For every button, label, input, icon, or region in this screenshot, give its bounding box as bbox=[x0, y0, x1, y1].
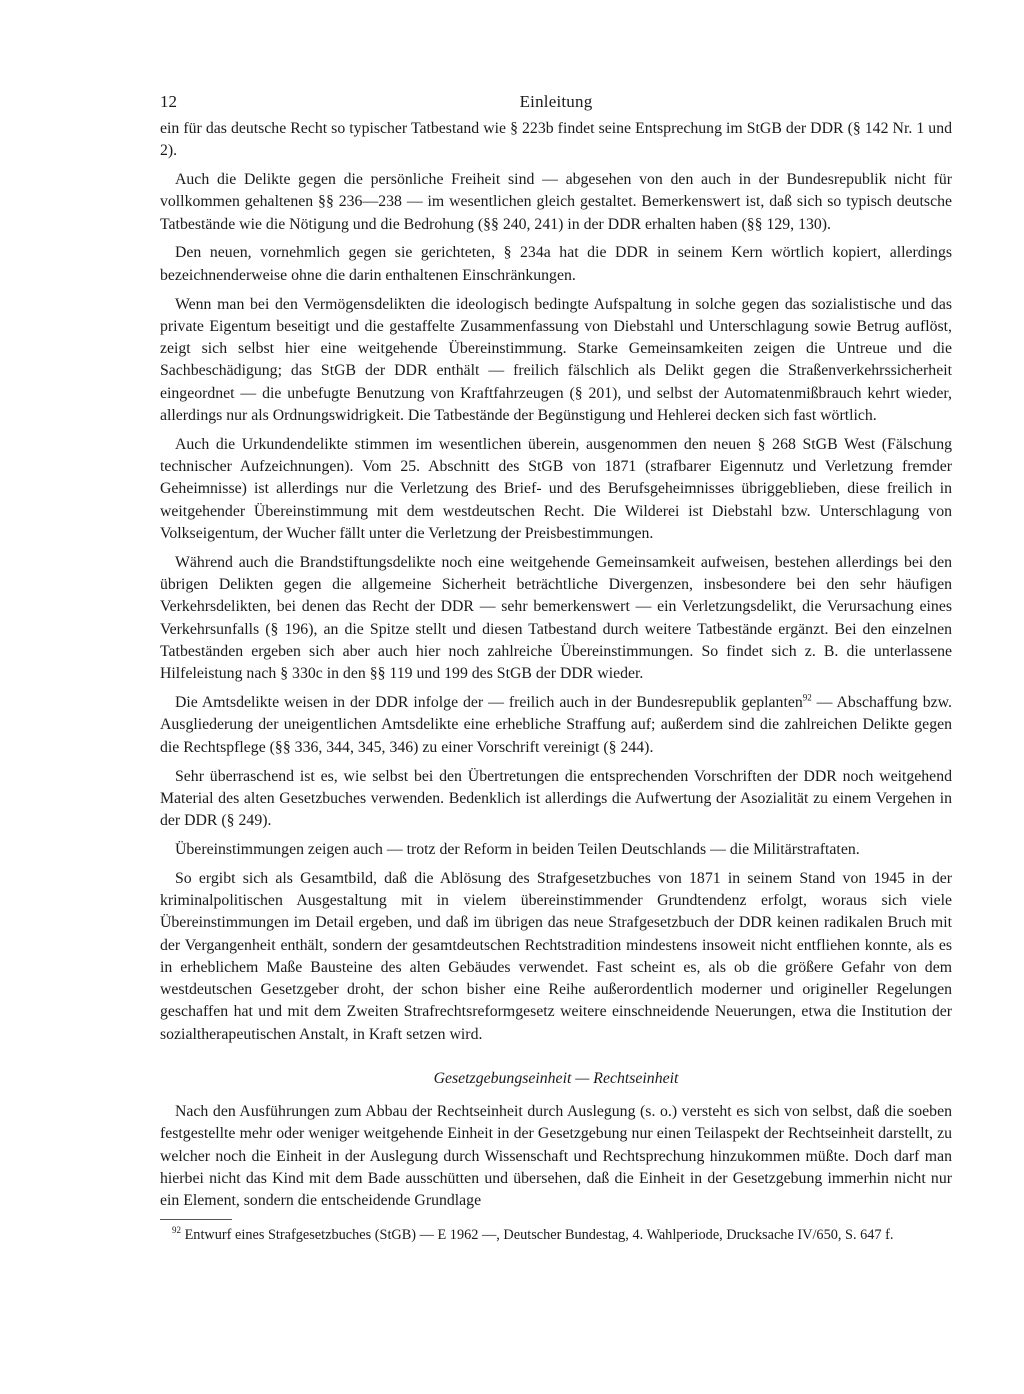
paragraph-amtsdelikte bbox=[160, 692, 952, 759]
paragraph: Nach den Ausführungen zum Abbau der Rechtseinheit durch Auslegung (s. o.) versteht es sich von selbst, daß die soeben festgestellte mehr oder weniger weitgehende Einheit in der Gesetzgebung nur einen Teilaspekt der Rechtseinheit darstellt, zu welcher noch die Einheit in der Auslegung durch Wissenschaft und Rechtsprechung hinzukommen müßte. Doch darf man hierbei nicht das Kind mit dem Bade ausschütten und übersehen, daß die Einheit in der Gesetzgebung immerhin nicht nur ein Element, sondern die entscheidende Grundlage bbox=[160, 1103, 952, 1210]
paragraph: Den neuen, vornehmlich gegen sie gerichteten, § 234a hat die DDR in seinem Kern wörtlich kopiert, allerdings bezeichnenderweise ohne die darin enthaltenen Einschränkungen. bbox=[160, 244, 952, 284]
paragraph: Auch die Urkundendelikte stimmen im wesentlichen überein, ausgenommen den neuen § 268 StGB West (Fälschung technischer Aufzeichnungen). Vom 25. Abschnitt des StGB von 1871 (strafbarer Eigennutz und Verletzung fremder Geheimnisse) ist allerdings nur die Verletzung des Brief- und des Berufsgeheimnisses übriggeblieben, diese freilich in weitgehender Übereinstimmung mit dem westdeutschen Recht. Die Wilderei ist Diebstahl bzw. Unterschlagung von Volkseigentum, der Wucher fällt unter die Verletzung der Preisbestimmungen. bbox=[160, 435, 952, 543]
footnote-reference[interactable]: 92 bbox=[802, 692, 812, 703]
running-header bbox=[160, 88, 952, 118]
running-title: Einleitung bbox=[519, 92, 593, 111]
footnote-marker: 92 bbox=[172, 1225, 181, 1236]
footnote bbox=[160, 1225, 952, 1245]
body-text bbox=[160, 118, 952, 1213]
page-number: 12 bbox=[160, 92, 177, 111]
paragraph: Sehr überraschend ist es, wie selbst bei den Übertretungen die entsprechenden Vorschriften der DDR noch weitgehend Material des alten Gesetzbuches verwenden. Bedenklich ist allerdings die Aufwertung der Asozialität zu einem Vergehen in der DDR (§ 249). bbox=[160, 767, 952, 830]
footnote-divider bbox=[160, 1219, 232, 1220]
paragraph: Auch die Delikte gegen die persönliche Freiheit sind — abgesehen von den auch in der Bundesrepublik nicht für vollkommen gehaltenen §§ 236—238 — im wesentlichen gleich gestaltet. Bemerkenswert ist, daß sich so typisch deutsche Tatbestände wie die Nötigung und die Bedrohung (§§ 240, 241) in der DDR erhalten haben (§§ 129, 130). bbox=[160, 171, 952, 233]
section-heading: Gesetzgebungseinheit — Rechtseinheit bbox=[433, 1070, 679, 1088]
paragraph: ein für das deutsche Recht so typischer Tatbestand wie § 223b findet seine Entsprechung im StGB der DDR (§ 142 Nr. 1 und 2). bbox=[160, 120, 952, 160]
paragraph: Übereinstimmungen zeigen auch — trotz der Reform in beiden Teilen Deutschlands — die Militärstraftaten. bbox=[175, 840, 860, 858]
paragraph-text: Die Amtsdelikte weisen in der DDR infolge der — freilich auch in der Bundesrepublik geplanten bbox=[175, 694, 803, 712]
paragraph: Wenn man bei den Vermögensdelikten die ideologisch bedingte Aufspaltung in solche gegen das sozialistische und das private Eigentum beseitigt und die gestaffelte Zusammenfassung von Diebstahl und Unterschlagung sowie Betrug auflöst, zeigt sich selbst hier eine weitgehende Übereinstimmung. Starke Gemeinsamkeiten zeigen die Untreue und die Sachbeschädigung; das StGB der DDR enthält — freilich fälschlich als Delikt gegen die Straßenverkehrssicherheit eingeordnet — die unbefugte Benutzung von Kraftfahrzeugen (§ 201), und selbst der Automatenmißbrauch kehrt wieder, allerdings nur als Ordnungswidrigkeit. Die Tatbestände der Begünstigung und Hehlerei decken sich fast wörtlich. bbox=[160, 295, 952, 425]
paragraph-text: — Abschaffung bzw. Ausgliederung der uneigentlichen Amtsdelikte eine erhebliche Straffung auf; außerdem sind die zahlreichen Delikte gegen die Rechtspflege (§§ 336, 344, 345, 346) zu einer Vorschrift vereinigt (§ 244). bbox=[160, 694, 952, 756]
footnote-text: Entwurf eines Strafgesetzbuches (StGB) — E 1962 —, Deutscher Bundestag, 4. Wahlperiode, Drucksache IV/650, S. 647 f. bbox=[184, 1227, 894, 1244]
paragraph: Während auch die Brandstiftungsdelikte noch eine weitgehende Gemeinsamkeit aufweisen, bestehen allerdings bei den übrigen Delikten gegen die allgemeine Sicherheit beträchtliche Divergenzen, insbesondere bei den sehr häufigen Verkehrsdelikten, bei denen das Recht der DDR — sehr bemerkenswert — ein Verletzungsdelikt, die Verursachung eines Verkehrsunfalls (§ 196), an die Spitze stellt und diesen Tatbestand durch weitere Tatbestände ergänzt. Bei den einzelnen Tatbeständen ergeben sich aber auch hier noch zahlreiche Übereinstimmungen. So findet sich z. B. die unterlassene Hilfeleistung nach § 330c in den §§ 119 und 199 des StGB der DDR wieder. bbox=[160, 553, 952, 683]
paragraph: So ergibt sich als Gesamtbild, daß die Ablösung des Strafgesetzbuches von 1871 in seinem Stand von 1945 in der kriminalpolitischen Ausgestaltung mit in vielem übereinstimmender Grundtendenz erfolgt, woraus sich viele Übereinstimmungen im Detail ergeben, und daß im übrigen das neue Strafgesetzbuch der DDR keinen radikalen Bruch mit der Vergangenheit enthält, sondern der gesamtdeutschen Rechtstradition mindestens insoweit nicht entfliehen konnte, als es in erheblichem Maße Bausteine des alten Gebäudes verwendet. Fast scheint es, als ob die größere Gefahr von dem westdeutschen Gesetzgeber droht, der schon bisher eine Reihe außerordentlich moderner und origineller Regelungen geschaffen hat und mit dem Zweiten Strafrechtsreformgesetz weitere einschneidende Neuerungen, etwa die Institution der sozialtherapeutischen Anstalt, in Kraft setzen wird. bbox=[160, 869, 952, 1043]
document-page bbox=[160, 88, 952, 1245]
